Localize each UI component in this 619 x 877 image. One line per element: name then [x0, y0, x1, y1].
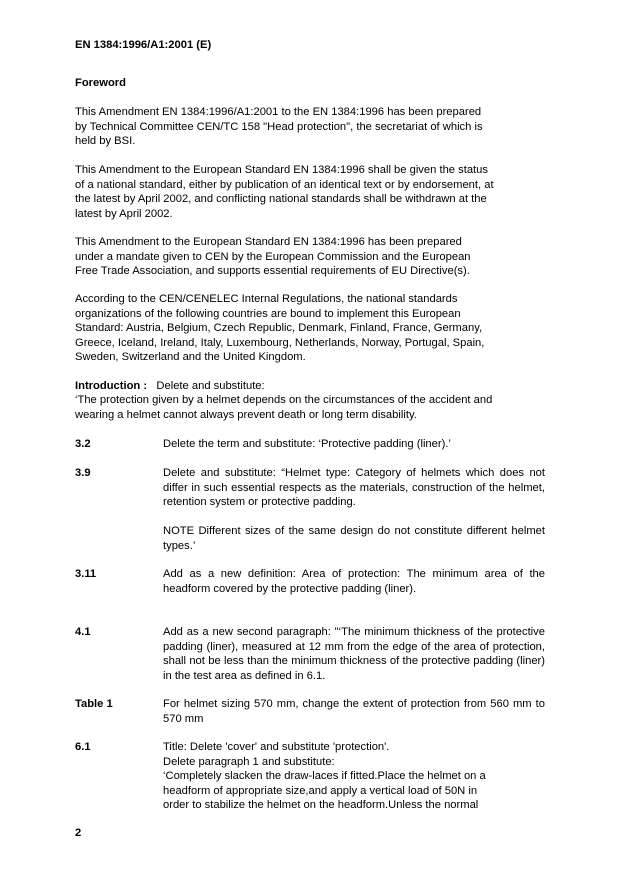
text-line: held by BSI. — [75, 135, 136, 147]
clause-number: 3.9 — [75, 467, 91, 479]
clause-number: 3.11 — [75, 568, 97, 580]
text-line: This Amendment to the European Standard EN 1384:1996 shall be given the status — [75, 164, 488, 176]
foreword-paragraph-1 — [75, 105, 546, 149]
text-line: the latest by April 2002, and conflicting national standards shall be withdrawn at the — [75, 193, 487, 205]
introduction-label: Introduction : — [75, 380, 148, 392]
text-line: This Amendment to the European Standard EN 1384:1996 has been prepared — [75, 236, 462, 248]
text-line: This Amendment EN 1384:1996/A1:2001 to the EN 1384:1996 has been prepared — [75, 106, 482, 118]
text-line: wearing a helmet cannot always prevent death or long term disability. — [75, 408, 417, 421]
text-line: under a mandate given to CEN by the European Commission and the European — [75, 250, 471, 263]
introduction-heading — [75, 379, 265, 394]
clause-text: Add as a new definition: Area of protection: The minimum area of the headform covered by the protective padding (liner). — [163, 568, 545, 595]
text-line: of a national standard, either by publication of an identical text or by endorsement, at — [75, 178, 494, 191]
foreword-paragraph-3 — [75, 235, 546, 279]
page-number: 2 — [75, 827, 82, 839]
text-line: Greece, Iceland, Ireland, Italy, Luxembourg, Netherlands, Norway, Portugal, Spain, — [75, 336, 485, 349]
clause-number: 6.1 — [75, 741, 91, 753]
clause-text: Delete the term and substitute: ‘Protective padding (liner).’ — [163, 438, 451, 450]
text-line: Delete paragraph 1 and substitute: — [163, 755, 335, 768]
text-line: by Technical Committee CEN/TC 158 "Head protection", the secretariat of which is — [75, 120, 483, 133]
introduction-action: Delete and substitute: — [156, 380, 265, 392]
clause-number: Table 1 — [75, 698, 113, 710]
foreword-paragraph-4 — [75, 292, 546, 365]
text-line: ‘Completely slacken the draw-laces if fitted.Place the helmet on a — [163, 770, 486, 782]
foreword-heading: Foreword — [75, 77, 126, 89]
text-line: Free Trade Association, and supports essential requirements of EU Directive(s). — [75, 265, 470, 277]
introduction-text — [75, 393, 546, 422]
document-id-header: EN 1384:1996/A1:2001 (E) — [75, 39, 212, 51]
text-line: Title: Delete 'cover' and substitute 'protection'. — [163, 741, 390, 753]
clause-number: 4.1 — [75, 626, 91, 638]
text-line: Standard: Austria, Belgium, Czech Republic, Denmark, Finland, France, Germany, — [75, 322, 483, 334]
clause-text: For helmet sizing 570 mm, change the extent of protection from 560 mm to 570 mm — [163, 698, 545, 725]
clause-text — [163, 740, 545, 813]
text-line: latest by April 2002. — [75, 207, 173, 220]
foreword-paragraph-2 — [75, 163, 546, 221]
clause-note: NOTE Different sizes of the same design do not constitute different helmet types.’ — [163, 525, 545, 552]
text-line: headform of appropriate size,and apply a vertical load of 50N in — [163, 784, 478, 797]
text-line: Sweden, Switzerland and the United Kingdom. — [75, 351, 306, 363]
text-line: order to stabilize the helmet on the headform.Unless the normal — [163, 799, 479, 811]
clause-text: Delete and substitute: “Helmet type: Category of helmets which does not differ in such essential respects as the materials, construction of the helmet, retention system or protective padding. — [163, 467, 545, 508]
text-line: ‘The protection given by a helmet depends on the circumstances of the accident and — [75, 394, 493, 406]
clause-text: Add as a new second paragraph: "‘The minimum thickness of the protective padding (liner), measured at 12 mm from the edge of the area of protection, shall not be less than the minimum thickness of the protective padding (liner) in the test area as defined in 6.1. — [163, 626, 545, 682]
text-line: organizations of the following countries are bound to implement this European — [75, 307, 461, 320]
clause-number: 3.2 — [75, 438, 91, 450]
text-line: According to the CEN/CENELEC Internal Regulations, the national standards — [75, 293, 458, 305]
